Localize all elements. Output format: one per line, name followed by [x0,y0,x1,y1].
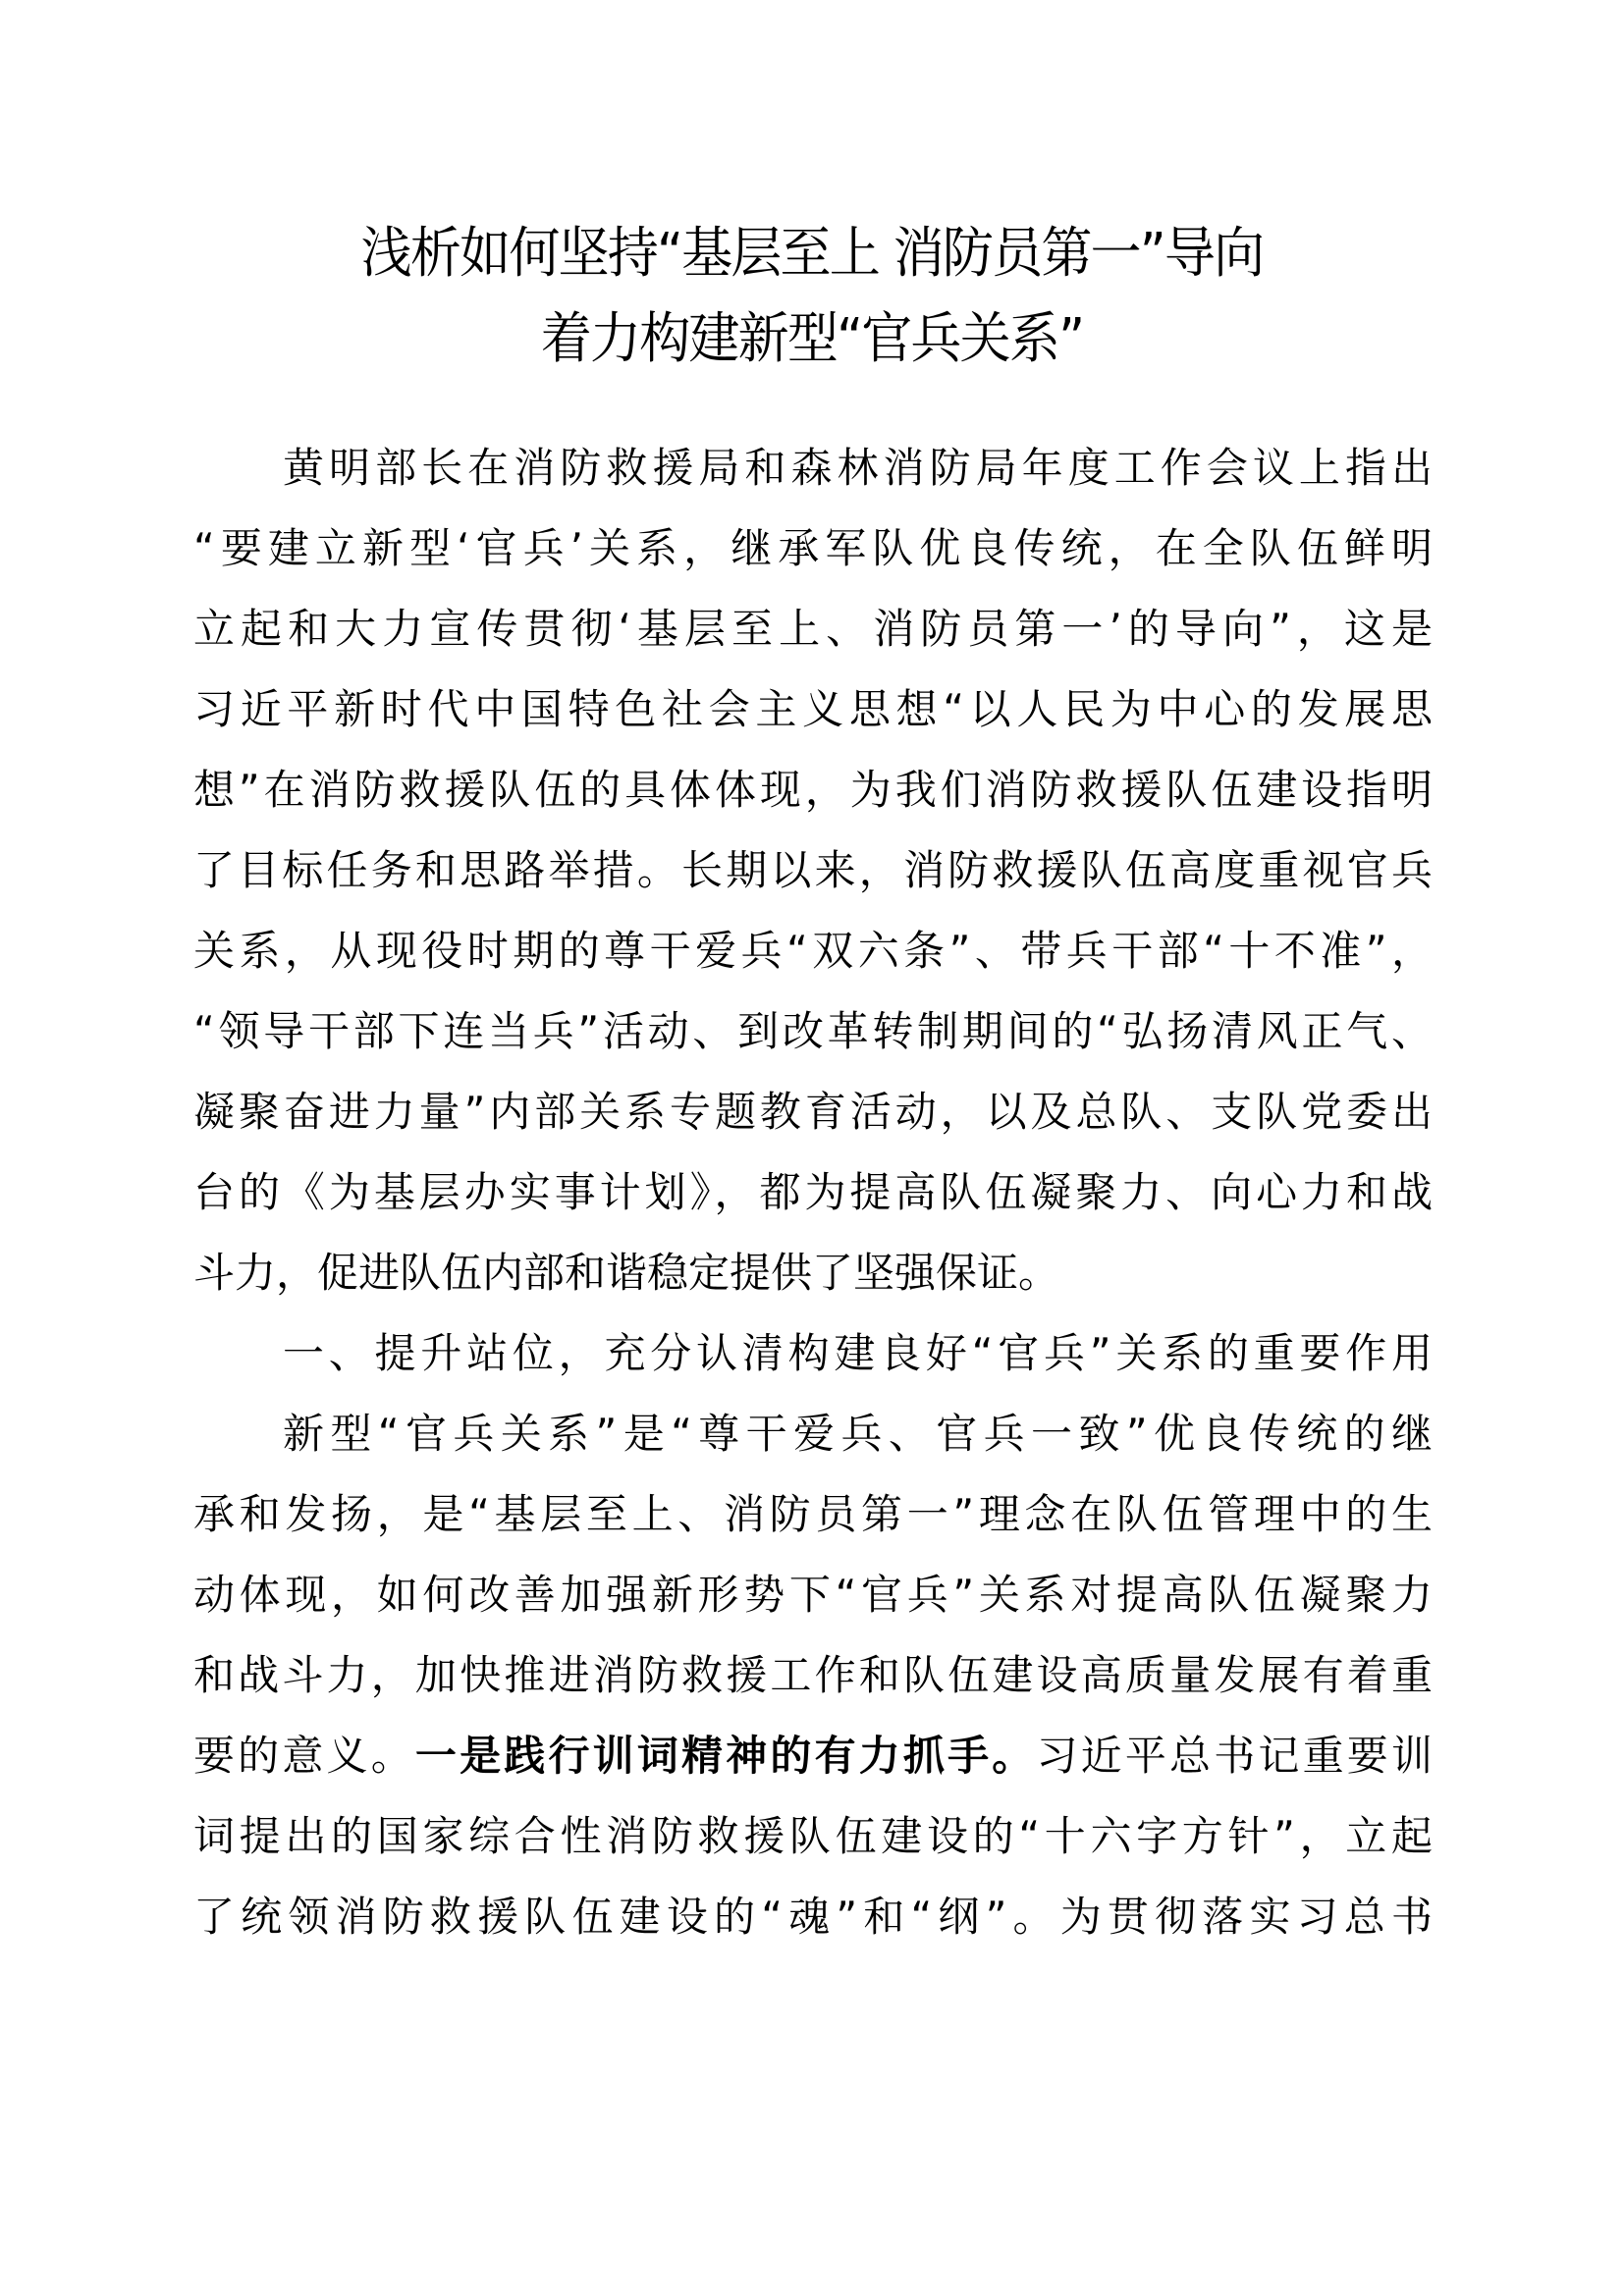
paragraph-1-line-5: 想”在消防救援队伍的具体体现，为我们消防救援队伍建设指明 [193,766,1433,814]
paragraph-1-line-2: “要建立新型‘官兵’关系，继承军队优良传统，在全队伍鲜明 [193,524,1433,572]
paragraph-1-line-6: 了目标任务和思路举措。长期以来，消防救援队伍高度重视官兵 [193,846,1433,894]
paragraph-1-line-4: 习近平新时代中国特色社会主义思想“以人民为中心的发展思 [193,685,1433,733]
paragraph-1-line-11: 斗力，促进队伍内部和谐稳定提供了坚强保证。 [193,1249,1060,1297]
paragraph-2-line-1: 新型“官兵关系”是“尊干爱兵、官兵一致”优良传统的继 [283,1410,1433,1458]
bold-point-1: 一是践行训词精神的有力抓手。 [414,1732,1037,1780]
paragraph-1-line-10: 台的《为基层办实事计划》，都为提高队伍凝聚力、向心力和战 [193,1168,1433,1216]
paragraph-2-line-5-prefix: 要的意义。 [193,1732,415,1780]
paragraph-2-line-7: 了统领消防救援队伍建设的“魂”和“纲”。为贯彻落实习总书 [193,1893,1433,1941]
section-heading-1: 一、提升站位，充分认清构建良好“官兵”关系的重要作用 [283,1329,1433,1377]
document-title-line-2: 着力构建新型“官兵关系” [540,307,1084,371]
paragraph-1-line-8: “领导干部下连当兵”活动、到改革转制期间的“弘扬清风正气、 [193,1007,1433,1055]
paragraph-2-line-5 [193,1728,1433,1785]
paragraph-2-line-5-suffix: 习近平总书记重要训 [1036,1732,1433,1780]
paragraph-1-line-1: 黄明部长在消防救援局和森林消防局年度工作会议上指出 [283,444,1433,492]
paragraph-1-line-7: 关系，从现役时期的尊干爱兵“双六条”、带兵干部“十不准”， [193,927,1433,975]
paragraph-2-line-2: 承和发扬，是“基层至上、消防员第一”理念在队伍管理中的生 [193,1490,1433,1538]
paragraph-1-line-3: 立起和大力宣传贯彻‘基层至上、消防员第一’的导向”，这是 [193,605,1433,653]
paragraph-2-line-3: 动体现，如何改善加强新形势下“官兵”关系对提高队伍凝聚力 [193,1571,1433,1619]
paragraph-2-line-6: 词提出的国家综合性消防救援队伍建设的“十六字方针”，立起 [193,1812,1433,1860]
paragraph-2-line-4: 和战斗力，加快推进消防救援工作和队伍建设高质量发展有着重 [193,1651,1433,1699]
document-title-line-1: 浅析如何坚持“基层至上 消防员第一”导向 [360,222,1264,286]
paragraph-1-line-9: 凝聚奋进力量”内部关系专题教育活动，以及总队、支队党委出 [193,1088,1433,1136]
